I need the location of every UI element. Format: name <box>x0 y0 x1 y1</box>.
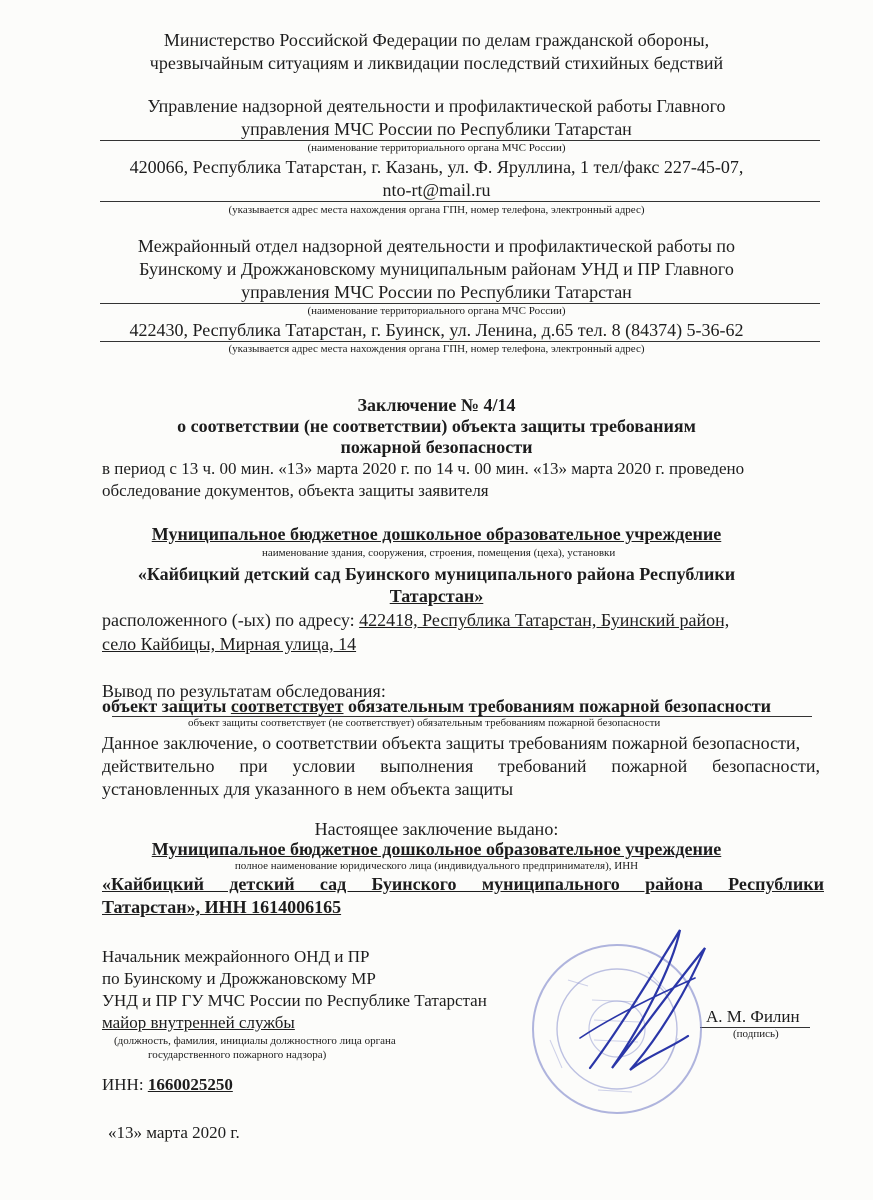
upr-address-caption: (указывается адрес места нахождения органа ГПН, номер телефона, электронный адрес) <box>228 204 645 216</box>
result-text-2: действительно при условии выполнения требований пожарной безопасности, <box>102 756 820 776</box>
period-line-1: в период с 13 ч. 00 мин. «13» марта 2020 г. по 14 ч. 00 мин. «13» марта 2020 г. проведено <box>102 459 745 478</box>
ministry-line-1: Министерство Российской Федерации по делам гражданской обороны, <box>163 30 710 50</box>
signer-inn-label: ИНН: <box>102 1075 144 1094</box>
signer-line-4: майор внутренней службы <box>102 1013 295 1032</box>
upr-address-underline <box>100 201 820 202</box>
issued-label: Настоящее заключение выдано: <box>314 819 559 839</box>
object-address-value-1: 422418, Республика Татарстан, Буинский район, <box>359 610 730 630</box>
object-address-value-2: село Кайбицы, Мирная улица, 14 <box>102 634 357 654</box>
otdel-underline <box>100 303 820 304</box>
signature-caption: (подпись) <box>733 1028 779 1040</box>
document-date: «13» марта 2020 г. <box>108 1123 240 1142</box>
result-verdict <box>0 696 873 717</box>
signer-line-3: УНД и ПР ГУ МЧС России по Республике Татарстан <box>102 991 487 1010</box>
signer-inn-value: 1660025250 <box>147 1075 233 1094</box>
signer-caption-2: государственного пожарного надзора) <box>148 1049 327 1061</box>
result-verdict-complies: соответствует <box>230 696 344 716</box>
result-text-3: установленных для указанного в нем объекта защиты <box>102 779 514 799</box>
otdel-caption: (наименование территориального органа МЧС России) <box>307 305 566 317</box>
object-name-line-3: Татарстан» <box>389 586 484 606</box>
upr-line-1: Управление надзорной деятельности и профилактической работы Главного <box>147 96 726 116</box>
result-verdict-part-1: объект защиты <box>101 696 227 716</box>
result-label: Вывод по результатам обследования: <box>102 681 386 701</box>
upr-line-2: управления МЧС России по Республики Татарстан <box>241 119 632 139</box>
conclusion-title: Заключение № 4/14 <box>357 395 516 415</box>
signer-caption-1: (должность, фамилия, инициалы должностного лица органа <box>114 1035 396 1047</box>
issued-name-line-1: Муниципальное бюджетное дошкольное образовательное учреждение <box>151 839 722 859</box>
signature-drawing <box>560 918 720 1088</box>
result-verdict-part-3: обязательным требованиям пожарной безопасности <box>347 696 772 716</box>
upr-address-2: nto-rt@mail.ru <box>382 180 491 200</box>
upr-underline <box>100 140 820 141</box>
signer-inn <box>102 1075 233 1095</box>
otdel-line-2: Буинскому и Дрожжановскому муниципальным районам УНД и ПР Главного <box>139 259 734 279</box>
upr-address-1: 420066, Республика Татарстан, г. Казань, ул. Ф. Яруллина, 1 тел/факс 227-45-07, <box>129 157 744 177</box>
issued-name-line-3: Татарстан», ИНН 1614006165 <box>102 897 342 917</box>
conclusion-subtitle-2: пожарной безопасности <box>340 437 533 457</box>
signer-line-2: по Буинскому и Дрожжановскому МР <box>102 969 376 988</box>
result-caption: объект защиты соответствует (не соответствует) обязательным требованиям пожарной безопасности <box>188 717 661 729</box>
issued-caption: полное наименование юридического лица (индивидуального предпринимателя), ИНН <box>234 860 639 872</box>
signer-line-1: Начальник межрайонного ОНД и ПР <box>102 947 370 966</box>
conclusion-subtitle-1: о соответствии (не соответствии) объекта защиты требованиям <box>177 416 696 436</box>
otdel-address-underline <box>100 341 820 342</box>
object-address-label: расположенного (-ых) по адресу: <box>102 610 355 630</box>
otdel-line-3: управления МЧС России по Республики Татарстан <box>241 282 632 302</box>
signer-name: А. М. Филин <box>706 1007 800 1026</box>
otdel-address-caption: (указывается адрес места нахождения органа ГПН, номер телефона, электронный адрес) <box>228 343 645 355</box>
result-text-1: Данное заключение, о соответствии объекта защиты требованиям пожарной безопасности, <box>102 733 801 753</box>
otdel-address: 422430, Республика Татарстан, г. Буинск, ул. Ленина, д.65 тел. 8 (84374) 5-36-62 <box>129 320 744 340</box>
object-name-line-1: Муниципальное бюджетное дошкольное образовательное учреждение <box>151 524 722 544</box>
object-name-line-2: «Кайбицкий детский сад Буинского муниципального района Республики <box>137 564 736 584</box>
issued-name-line-2: «Кайбицкий детский сад Буинского муниципального района Республики <box>102 874 824 894</box>
upr-caption: (наименование территориального органа МЧС России) <box>307 142 566 154</box>
otdel-line-1: Межрайонный отдел надзорной деятельности и профилактической работы по <box>137 236 736 256</box>
object-address <box>102 610 729 631</box>
ministry-line-2: чрезвычайным ситуациям и ликвидации последствий стихийных бедствий <box>149 53 724 73</box>
object-caption: наименование здания, сооружения, строения, помещения (цеха), установки <box>262 547 616 559</box>
period-line-2: обследование документов, объекта защиты заявителя <box>102 481 489 500</box>
